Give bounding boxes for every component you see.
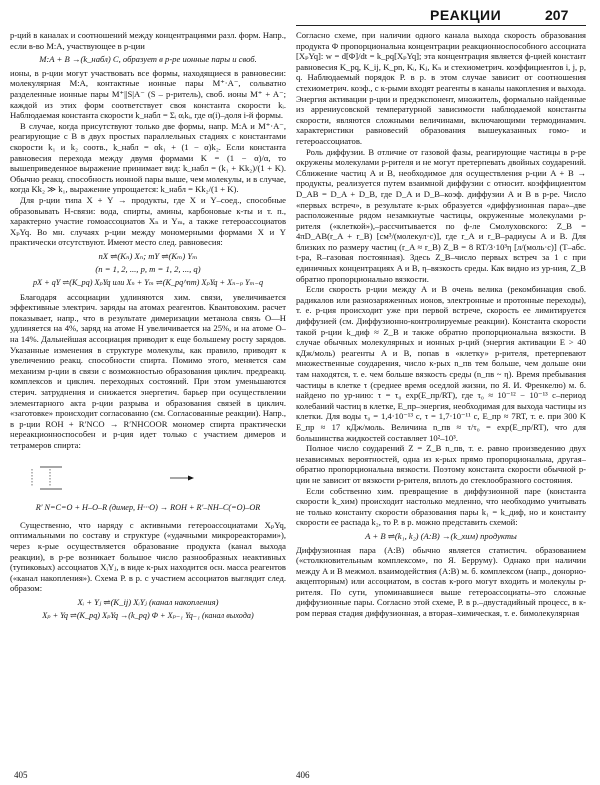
reaction-scheme-drawing <box>10 455 286 501</box>
left-column <box>10 30 286 768</box>
paragraph: Если скорость р-ции между A и B очень велика (рекомбинация своб. радикалов или разнозаряженных ионов, электронные и протонные переходы), т. е. р-ция происходит уже при первой встрече, скорость ее лимитируется диффузией (см. Диффузионно-контролируемые реакции). Константа скорости такой р-ции k_диф ≈ Z_B и также обратно пропорциональна вязкости. В случае обычных молекулярных и ионных р-ций (энергия активации E > 40 кДж/моль) реагенты A и B, попав в «клетку» р-рителя, претерпевают множественные соударения, число к-рых n_пв тем больше, чем дольше они там находятся, т. е. чем больше вязкость среды (n_пв ~ η). Время пребывания частицы в клетке τ (среднее время оседлой жизни, по Я. И. Френкелю) м. б. найдено по ур-нию: τ = τ₀ exp(E_пр/RT), где τ₀ ≈ 10⁻¹² − 10⁻¹³ с–период колебаний частиц в клетке, E_пр–энергия, необходимая для выхода частицы из клетки. Для воды τ₀ = 1,4·10⁻¹³ с, τ = 1,7·10⁻¹¹ с, E_пр ≈ 7RT, т. е. при 300 K E_пр ≈ 17 кДж/моль. Величина n_пв ≈ τ/τ₀ = exp(E_пр/RT), что для большинства жидкостей составляет 10²–10³. <box>296 284 586 443</box>
equation: M:A + B →(k_набл) C, образует в р-ре ионные пары и своб. <box>39 54 257 65</box>
paragraph: Если собственно хим. превращение в диффузионной паре (константа скорости k_хим) происходит настолько медленно, что необходимо учитывать не только константу скорости образования пары k₁ = k_диф, но и константу скорости ее распада k₂, то Р. в р. можно представить схемой: <box>296 485 586 528</box>
right-column <box>296 30 586 768</box>
paragraph: Роль диффузии. В отличие от газовой фазы, реагирующие частицы в р-ре окружены молекулами р-рителя и не могут претерпевать двойных соударений. Сближение частиц A и B, необходимое для осуществления р-ции A + B → продукты, реализуется путем взаимной диффузии с относит. коэффициентом D_AB = D_A + D_B, где D_A и D_B–коэф. диффузии A и B в р-ре. Число «первых встреч», в результате к-рых образуется «диффузионная пара»–две расположенные рядом незамкнутые частицы, окруженные молекулами р-рителя («клеткой»),–рассчитывается по ф-ле Смолуховского: Z_B = 4πD_AB(r_A + r_B) [см³/(молекул·с)], где r_A и r_B–радиусы A и B. Для близких по размеру частиц (r_A ≈ r_B) Z_B = 8 RT/3·10³η [л/(моль·с)] (T–абс. t-ра, R–газовая постоянная). Здесь Z_B–число первых встреч за 1 с при единичных концентрациях A и B, η–вязкость среды. Как видно из ур-ния, Z_B обратно пропорционально вязкости. <box>296 146 586 284</box>
paragraph: Благодаря ассоциации удлиняются хим. связи, увеличивается эффективные электрич. заряды на атомах реагентов. Квантовохим. расчет показывает, напр., что в результате димеризации метанола связь O—H удлиняется на 4%, заряд на атоме H увеличивается на 25%, и на атоме O–на 14%. Дальнейшая ассоциация приводит к еще большему росту зарядов. Указанные изменения в структуре молекулы, как правило, приводят к увеличению реакц. способности спирта. Помимо этого, меняется сам механизм р-ции в связи с возможностью образования циклич. предреакц. комплексов и циклич. переходных состояний. При этом уменьшаются стерич. затруднения и снижается энергетич. барьер при осуществлении элементарного акта р-ции разрыва и образования связей в циклич. «заготовке» происходит согласованно (см. Согласованные реакции). Напр., в р-ции ROH + R′NCO → R′NHCOOR мономер спирта практически нереакционноспособен и р-ция идет только с участием димеров и тетрамеров спирта: <box>10 291 286 450</box>
page-number-right: 406 <box>296 770 310 780</box>
page-number-left: 405 <box>14 770 28 780</box>
page-number-top: 207 <box>545 7 569 23</box>
equation: Xᵢ + Yⱼ ⇌(K_ij) XᵢYⱼ (канал накопления) <box>77 596 219 607</box>
paragraph: Существенно, что наряду с активными гетероассоциатами XₚYq, оптимальными по составу и структуре («удачными микрореакторами»), через к-рые осуществляется образование продукта (канал выхода реакции), в р-ре возникает большое число разнообразных неактивных (тупиковых) ассоциатов XᵢYⱼ, в виде к-рых находится осн. масса реагентов («канал накопления»). Схема Р. в р. с участием ассоциатов выглядит след. образом: <box>10 519 286 594</box>
page-header <box>0 0 600 26</box>
reaction-scheme <box>10 455 286 514</box>
paragraph: Согласно схеме, при наличии одного канала выхода скорость образования продукта Φ пропорциональна концентрации реакционноспособного ассоциата [XₚYq]: w = d[Φ]/dt = k_pq[XₚYq]; эта концентрация является ф-цией констант равновесия K_pq, K_ij, K_pn, Kᵢ, Kⱼ, Kₙ и стехиометрич. коэффициентов i, j, p, q. Наблюдаемый порядок Р. в р. в этом случае зависит от соотношения стехиометрич. коэф., с к-рыми входят реагенты в каналы накопления и выхода. Энергия активации р-ции и предэкспонент, множитель, формально найденные из аррениусовской температурной зависимости наблюдаемой константы скорости, являются сложными величинами, включающими термодинамич. характеристики равновесий образования вышеуказанных гомо- и гетероассоциатов. <box>296 30 586 146</box>
paragraph: ионы, в р-ции могут участвовать все формы, находящиеся в равновесии: молекулярная M:A, контактные ионные пары M⁺·A⁻, сольватно разделенные ионные пары M⁺||S|A⁻ (S – р-ритель), своб. ионы M⁺ + A⁻; каждой из этих форм соответствует своя константа скорости kᵢ. Наблюдаемая константа скорости k_набл = Σᵢ αᵢkᵢ, где α(i)–доля i-й формы. <box>10 67 286 121</box>
paragraph: Для р-ции типа X + Y → продукты, где X и Y–соед., способные образовывать H-связи: вода, спирты, амины, карбоновые к-ты и т. п., характерно участие гомоассоциатов Xₙ и Yₘ, а также гетероассоциатов XₚYq. Во мн. случаях р-ции между мономерными формами X и Y практически отсутствуют. Имеют место след. равновесия: <box>10 194 286 248</box>
running-title: РЕАКЦИИ <box>430 7 502 23</box>
equation: nX ⇌(Kₙ) Xₙ; mY ⇌(Kₘ) Yₘ <box>98 250 198 261</box>
paragraph: Полное число соударений Z = Z_B n_пв, т. е. равно произведению двух независимых вероятностей, одна из к-рых прямо пропорциональна, другая–обратно пропорциональна вязкости. Поэтому константа скорости обычной р-ции не зависит от вязкости р-рителя, вплоть до стеклообразного состояния. <box>296 443 586 485</box>
equation: A + B ⇌(k₁, k₂) (A:B) →(k_хим) продукты <box>365 530 517 541</box>
equation: (n = 1, 2, ..., p, m = 1, 2, ..., q) <box>95 264 201 275</box>
paragraph: р-ций в каналах и соотношений между концентрациями разл. форм. Напр., если в-во M:A, участвующее в р-ции <box>10 30 286 51</box>
paragraph: В случае, когда присутствуют только две формы, напр. M:A и M⁺·A⁻, реагирующие с B в двух простых параллельных стадиях с константами скорости k₁ и k₂ соотв., k_набл = αk₁ + (1 − α)k₂. Если константа равновесия перехода между двумя формами K = (1 − α)/α, то вышеприведенное выражение принимает вид: k_набл = (k₁ + Kk₂)/(1 + K). Обычно реакц. способность ионной пары выше, чем молекулы, и в случае, когда Kk₂ ≫ k₁, выражение упрощается: k_набл = Kk₂/(1 + K). <box>10 120 286 195</box>
header-rule <box>296 25 586 26</box>
equation: Xₚ + Yq ⇌(K_pq) XₚYq →(k_pq) Φ + Xₚ₋₁ Yq₋₁ (канал выхода) <box>42 610 254 620</box>
equation: pX + qY ⇌(K_pq) XₚYq или Xₙ + Yₘ ⇌(K_pq^nm) XₚYq + Xₙ₋ₚ Yₘ₋q <box>32 278 264 288</box>
reaction-scheme-caption: R′ N=C=O + H–O–R (димер, H···O) → ROH + R′–NH–C(=O)–OR <box>35 503 261 513</box>
paragraph: Диффузионная пара (A:B) обычно является статистич. образованием («столкновительным комплексом», по Я. Берруму). Однако при наличии между A и B межмол. взаимодействия (A:B) м. б. комплексом (напр., донорно-акцепторным) или ассоциатом, в состав к-рого могут входить и молекулы р-рителя. По сути, упоминавшиеся выше гетероассоциаты–это сложные диффузионные пары. Согласно этой схеме, Р. в р.–двустадийный процесс, в к-ром первая стадия диффузионная, а вторая–химическая, т. е. бимолекулярная <box>296 544 586 619</box>
